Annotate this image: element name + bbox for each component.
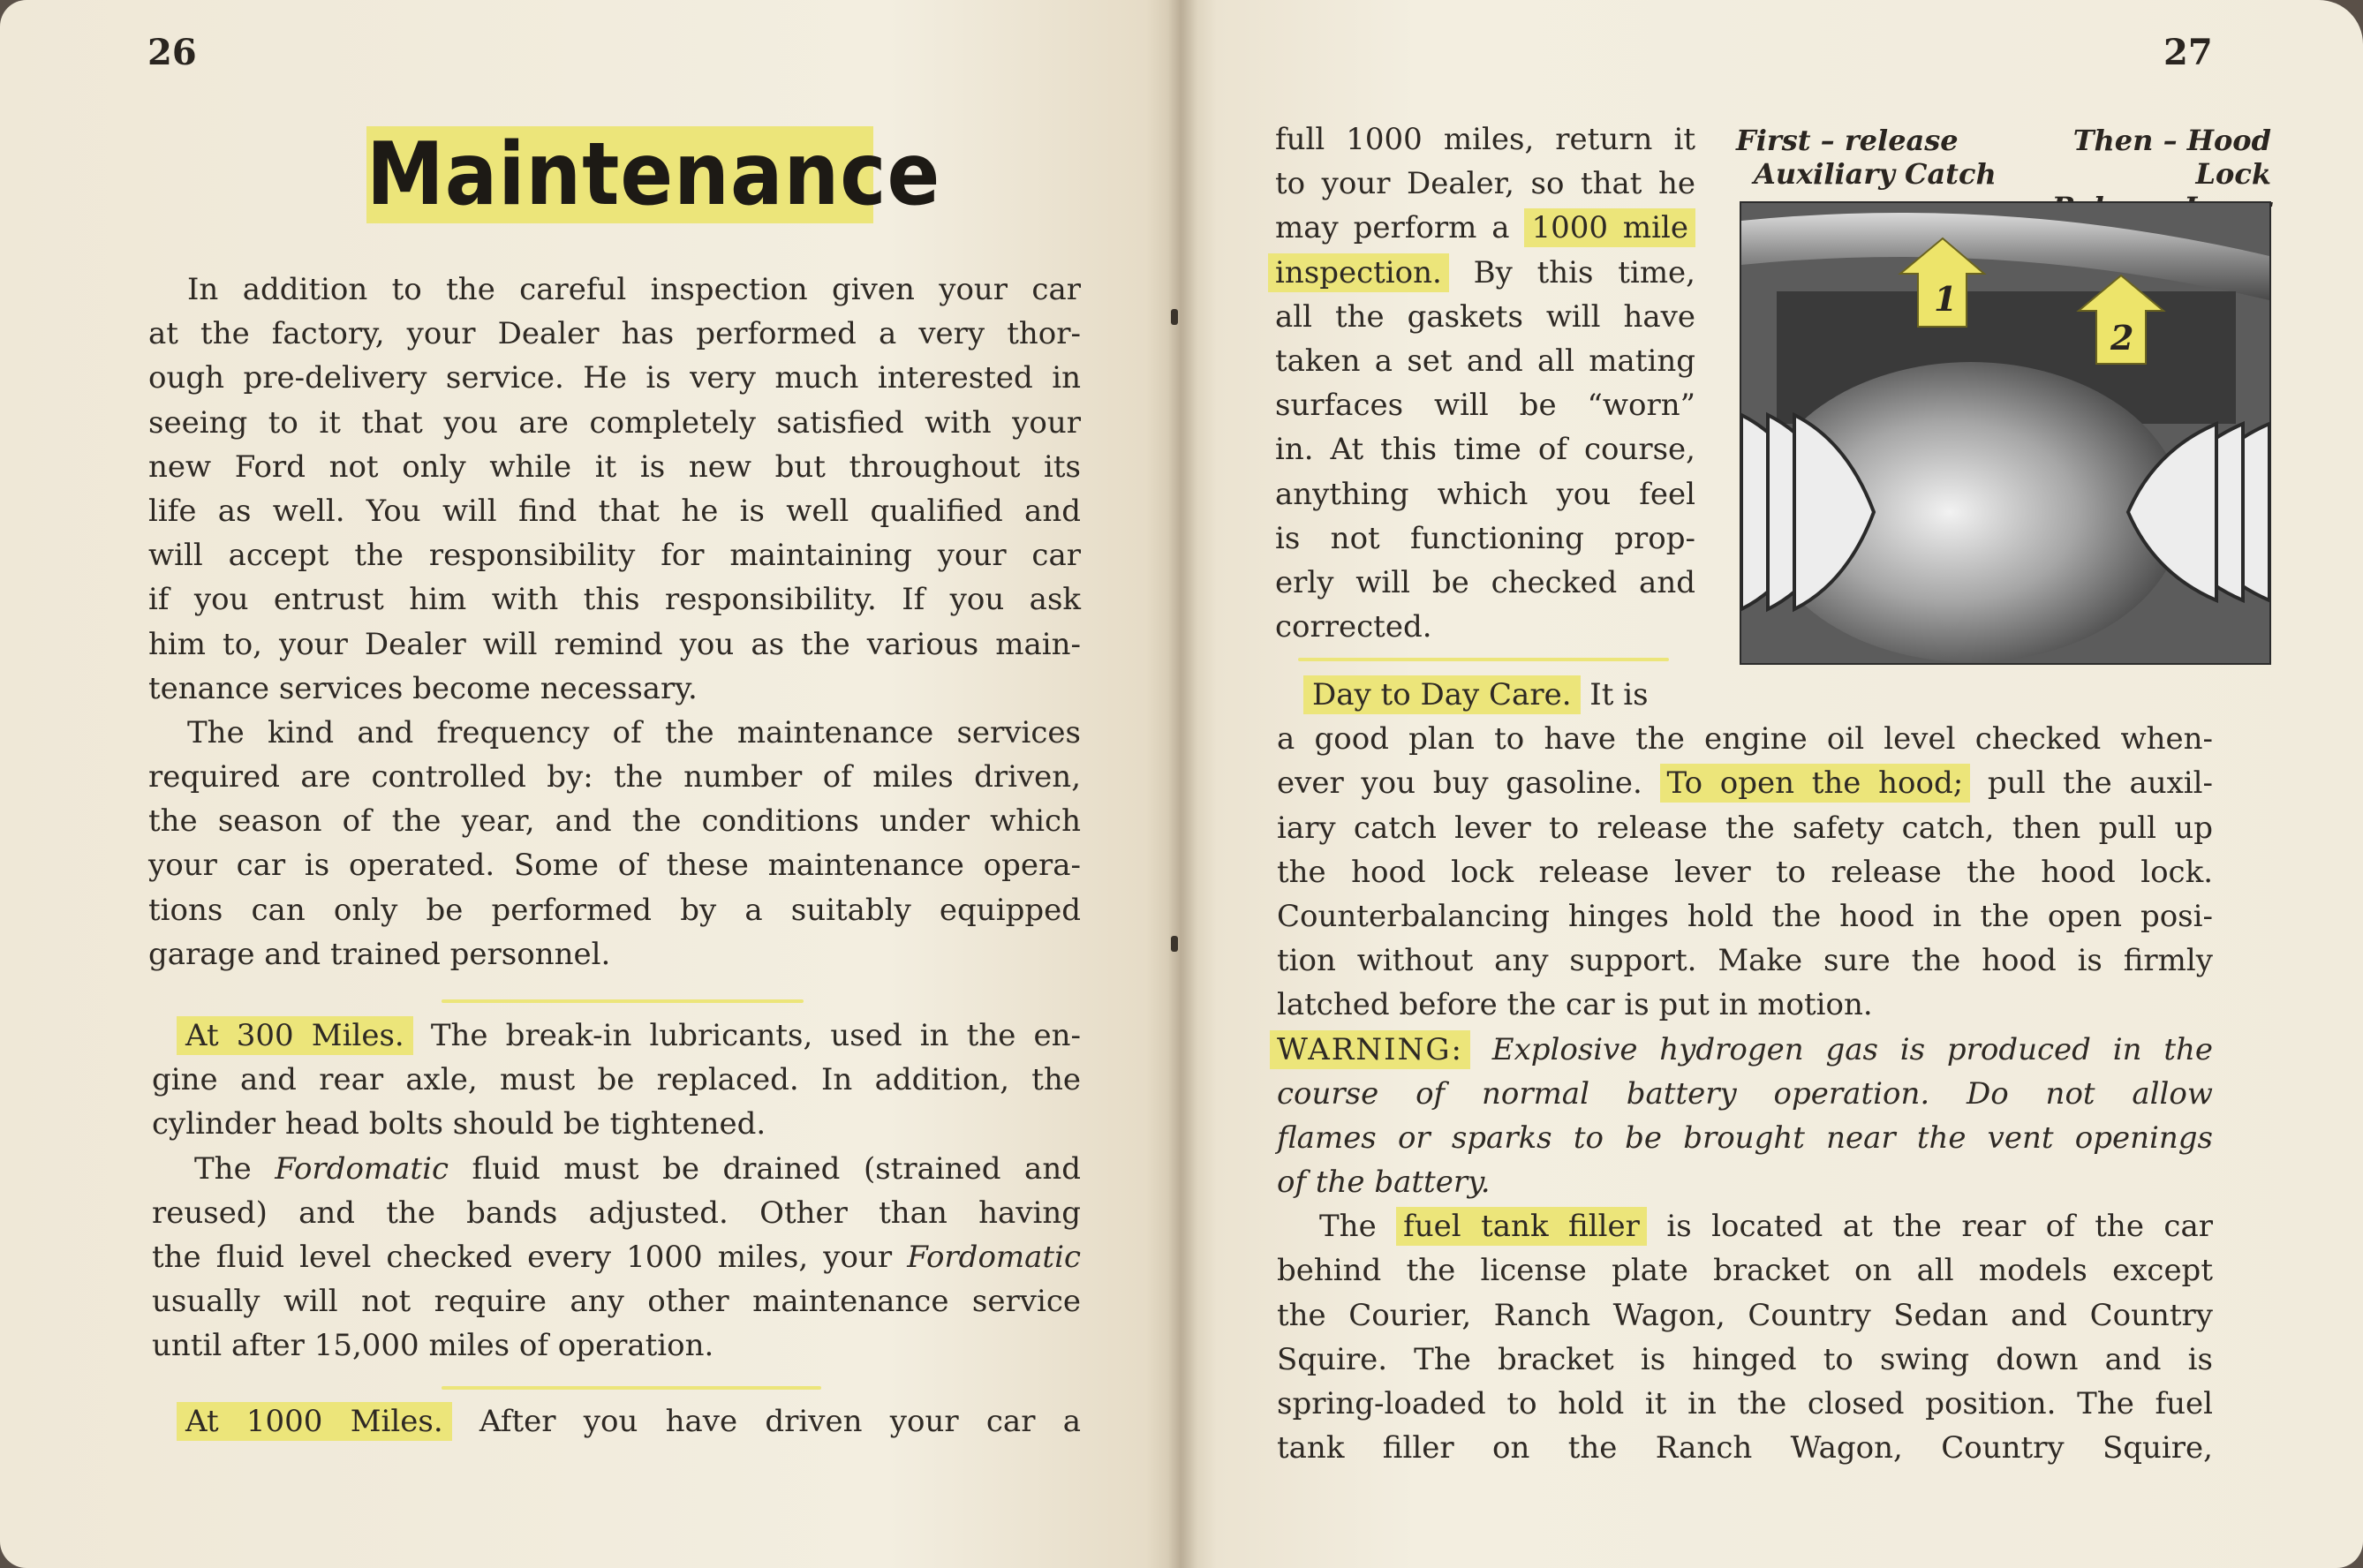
intro-paragraph bbox=[148, 268, 1081, 976]
fordomatic-line: reused) and the bands adjusted. Other than having bbox=[152, 1195, 1081, 1231]
fordomatic-line: until after 15,000 miles of operation. bbox=[152, 1328, 714, 1364]
kind-line: The kind and frequency of the maintenance services bbox=[187, 714, 1081, 750]
at-300-line: gine and rear axle, must be replaced. In addition, the bbox=[152, 1062, 1081, 1098]
column-line: taken a set and all mating bbox=[1275, 343, 1695, 379]
day-to-day-care-section bbox=[1277, 673, 2213, 1470]
intro-line: In addition to the careful inspection given your car bbox=[187, 272, 1081, 307]
daycare-line: Counterbalancing hinges hold the hood in the open posi- bbox=[1277, 898, 2213, 934]
intro-line: life as well. You will find that he is well qualified and bbox=[148, 493, 1081, 529]
section-rule bbox=[442, 999, 804, 1003]
svg-text:1: 1 bbox=[1934, 279, 1958, 319]
day-to-day-care-heading: Day to Day Care. bbox=[1303, 675, 1581, 714]
hood-latch-photo bbox=[1740, 201, 2271, 665]
daycare-line: iary catch lever to release the safety catch, then pull up bbox=[1277, 810, 2213, 846]
open-hood-heading: To open the hood; bbox=[1660, 764, 1971, 803]
intro-line: if you entrust him with this responsibility. If you ask bbox=[148, 582, 1081, 618]
svg-text:2: 2 bbox=[2110, 318, 2134, 358]
staple bbox=[1171, 309, 1178, 325]
inspection-highlight: 1000 mile bbox=[1524, 208, 1695, 247]
return-to-dealer-paragraph bbox=[1275, 117, 1695, 649]
spine bbox=[1167, 0, 1197, 1568]
page-title: Maintenance bbox=[366, 124, 941, 225]
kind-line: garage and trained personnel. bbox=[148, 936, 611, 972]
fuel-line: Squire. The bracket is hinged to swing down and is bbox=[1277, 1341, 2213, 1377]
caption-hood-lock: Then – Hood Lock bbox=[2072, 124, 2271, 191]
warning-line: course of normal battery operation. Do not allow bbox=[1277, 1075, 2213, 1112]
column-line: anything which you feel bbox=[1275, 476, 1695, 512]
intro-line: seeing to it that you are completely satisfied with your bbox=[148, 404, 1081, 441]
column-line: is not functioning prop- bbox=[1275, 520, 1695, 556]
fuel-line: tank filler on the Ranch Wagon, Country Squire, bbox=[1277, 1430, 2213, 1466]
hood-latch-illustration bbox=[1741, 203, 2269, 663]
daycare-line: Day to Day Care. It is bbox=[1277, 673, 1731, 717]
warning-line: of the battery. bbox=[1277, 1165, 1491, 1201]
column-line: erly will be checked and bbox=[1275, 564, 1695, 600]
intro-line: tenance services become necessary. bbox=[148, 670, 698, 706]
at-1000-miles-heading: At 1000 Miles. bbox=[177, 1402, 452, 1441]
warning-line: WARNING: Explosive hydrogen gas is produced in the bbox=[1277, 1028, 2213, 1072]
at-300-miles-heading: At 300 Miles. bbox=[177, 1016, 413, 1055]
daycare-line: latched before the car is put in motion. bbox=[1277, 987, 1873, 1023]
fuel-line: The fuel tank filler is located at the rear of the car bbox=[1319, 1209, 2213, 1245]
fuel-line: behind the license plate bracket on all models except bbox=[1277, 1253, 2213, 1289]
column-line: in. At this time of course, bbox=[1275, 432, 1695, 468]
section-rule bbox=[442, 1386, 821, 1390]
intro-line: new Ford not only while it is new but throughout its bbox=[148, 449, 1081, 485]
column-line: full 1000 miles, return it bbox=[1275, 122, 1695, 157]
section-rule bbox=[1298, 658, 1669, 661]
column-line: all the gaskets will have bbox=[1275, 298, 1695, 335]
column-line: inspection. By this time, bbox=[1275, 251, 1695, 295]
daycare-line: a good plan to have the engine oil level checked when- bbox=[1277, 721, 2213, 758]
at-300-line: At 300 Miles. The break-in lubricants, used in the en- bbox=[152, 1014, 1081, 1058]
kind-line: the season of the year, and the conditions under which bbox=[148, 803, 1081, 840]
intro-line: him to, your Dealer will remind you as the various main- bbox=[148, 626, 1081, 662]
fuel-line: spring-loaded to hold it in the closed position. The fuel bbox=[1277, 1386, 2213, 1421]
intro-line: will accept the responsibility for maintaining your car bbox=[148, 538, 1081, 574]
daycare-line: ever you buy gasoline. To open the hood; pull the auxil- bbox=[1277, 765, 2214, 802]
intro-line: at the factory, your Dealer has performed a very thor- bbox=[148, 316, 1081, 352]
at-300-miles-section bbox=[152, 1014, 1081, 1368]
kind-line: your car is operated. Some of these maintenance opera- bbox=[148, 848, 1081, 884]
warning-line: flames or sparks to be brought near the vent openings bbox=[1277, 1119, 2213, 1156]
column-line: may perform a 1000 mile bbox=[1275, 206, 1695, 250]
page-number-left: 26 bbox=[147, 32, 197, 73]
fordomatic-line: The Fordomatic fluid must be drained (strained and bbox=[194, 1150, 1081, 1187]
column-line: corrected. bbox=[1275, 609, 1432, 645]
daycare-line: tion without any support. Make sure the hood is firmly bbox=[1277, 943, 2213, 979]
intro-line: ough pre-delivery service. He is very much interested in bbox=[148, 360, 1081, 396]
kind-line: tions can only be performed by a suitably equipped bbox=[148, 892, 1081, 928]
kind-line: required are controlled by: the number of miles driven, bbox=[148, 759, 1081, 795]
daycare-line: the hood lock release lever to release the hood lock. bbox=[1277, 854, 2213, 890]
at-300-line: cylinder head bolts should be tightened. bbox=[152, 1106, 766, 1142]
at-1000-line: At 1000 Miles. After you have driven your car a bbox=[152, 1399, 1081, 1444]
fuel-tank-filler-heading: fuel tank filler bbox=[1396, 1207, 1647, 1246]
column-line: to your Dealer, so that he bbox=[1275, 166, 1695, 202]
column-line: surfaces will be “worn” bbox=[1275, 388, 1695, 424]
page-number-right: 27 bbox=[2163, 32, 2213, 73]
warning-heading: WARNING: bbox=[1270, 1030, 1470, 1069]
fuel-line: the Courier, Ranch Wagon, Country Sedan and Country bbox=[1277, 1297, 2213, 1333]
staple bbox=[1171, 936, 1178, 952]
caption-first-release: First – release Auxiliary Catch bbox=[1736, 124, 1997, 191]
fordomatic-line: the fluid level checked every 1000 miles, your Fordomatic bbox=[152, 1239, 1081, 1275]
at-1000-miles-section bbox=[152, 1399, 1081, 1444]
fordomatic-line: usually will not require any other maintenance service bbox=[152, 1284, 1081, 1320]
inspection-highlight: inspection. bbox=[1268, 253, 1449, 292]
